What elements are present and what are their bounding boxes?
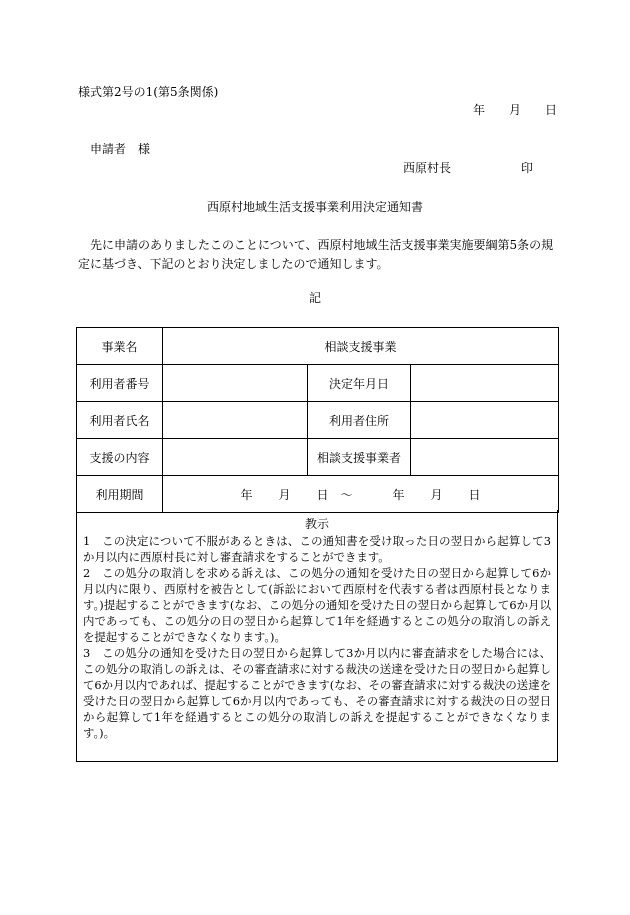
project-value: 相談支援事業 [163, 328, 559, 365]
table-row [77, 476, 559, 513]
user-no-value[interactable] [163, 365, 308, 402]
seal-mark: 印 [521, 161, 534, 175]
date-year: 年 [473, 103, 486, 117]
user-name-label: 利用者氏名 [77, 402, 163, 439]
document-title: 西原村地域生活支援事業利用決定通知書 [206, 200, 423, 214]
notice-box [76, 510, 558, 762]
table-row [77, 328, 559, 365]
table-row [77, 402, 559, 439]
decision-table [76, 327, 559, 513]
period-label: 利用期間 [77, 476, 163, 513]
notice-item-2: 2 この処分の取消しを求める訴えは、この処分の通知を受けた日の翌日から起算して6か月以内に限り、西原村を被告として(訴訟において西原村を代表する者は西原村長となります。)提起することができます(なお、この処分の通知を受けた日の翌日から起算して6か月以内であっても、この処分の日の翌日から起算して1年を経過するとこの処分の取消しの訴えを提起することができなくなります。)。 [83, 566, 551, 644]
support-content-value[interactable] [163, 439, 308, 476]
notice-item-3: 3 この処分の通知を受けた日の翌日から起算して3か月以内に審査請求をした場合には、この処分の取消しの訴えは、その審査請求に対する裁決の送達を受けた日の翌日から起算して6か月以内であれば、提起することができます(なお、その審査請求に対する裁決の送達を受けた日の翌日から起算して6か月以内であっても、その審査請求に対する裁決の日の翌日から起算して1年を経過するとこの処分の取消しの訴えを提起することができなくなります。)。 [83, 646, 551, 740]
ki-heading: 記 [308, 291, 321, 305]
date-day: 日 [545, 103, 558, 117]
decision-date-value[interactable] [411, 365, 559, 402]
period-year-end: 年 [392, 487, 405, 502]
project-label: 事業名 [77, 328, 163, 365]
period-day-start: 日 [316, 487, 329, 502]
applicant-line: 申請者 様 [90, 142, 151, 156]
provider-value[interactable] [411, 439, 559, 476]
user-name-value[interactable] [163, 402, 308, 439]
period-month-start: 月 [278, 487, 291, 502]
date-month: 月 [509, 103, 522, 117]
period-value [163, 476, 559, 513]
table-row [77, 439, 559, 476]
form-number: 様式第2号の1(第5条関係) [78, 85, 219, 99]
period-year-start: 年 [240, 487, 253, 502]
support-content-label: 支援の内容 [77, 439, 163, 476]
table-row [77, 365, 559, 402]
provider-label: 相談支援事業者 [308, 439, 411, 476]
decision-date-label: 決定年月日 [308, 365, 411, 402]
mayor-name: 西原村長 [403, 161, 452, 175]
body-paragraph: 先に申請のありましたこのことについて、西原村地域生活支援事業実施要綱第5条の規定に基づき、下記のとおり決定しましたので通知します。 [78, 238, 554, 271]
issue-date [473, 104, 557, 116]
period-tilde: ～ [340, 487, 353, 502]
user-no-label: 利用者番号 [77, 365, 163, 402]
user-address-label: 利用者住所 [308, 402, 411, 439]
notice-item-1: 1 この決定について不服があるときは、この通知書を受け取った日の翌日から起算して3か月以内に西原村長に対し審査請求をすることができます。 [83, 534, 551, 564]
period-day-end: 日 [468, 487, 481, 502]
notice-title: 教示 [304, 517, 329, 531]
user-address-value[interactable] [411, 402, 559, 439]
notice-body [83, 533, 551, 741]
period-month-end: 月 [430, 487, 443, 502]
